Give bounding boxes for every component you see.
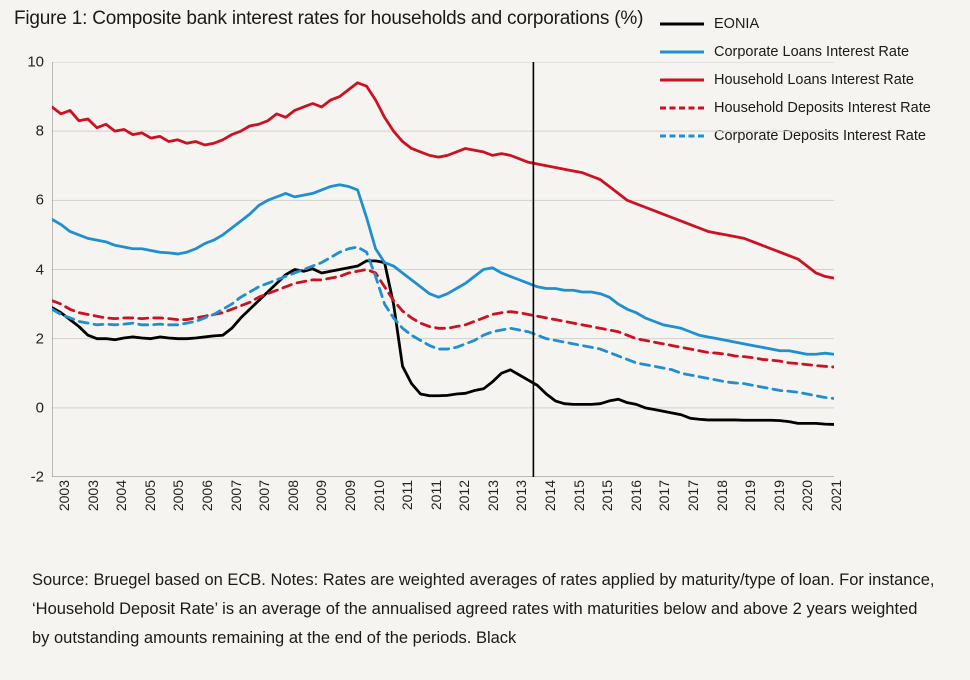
x-axis-ticks: [52, 480, 844, 540]
x-tick-label: 2005: [141, 480, 158, 512]
x-tick-label: 2005: [170, 480, 187, 512]
x-tick-label: 2013: [513, 480, 530, 512]
x-tick-label: 2019: [770, 480, 787, 512]
series-line: [52, 261, 834, 425]
legend-item: [660, 10, 970, 38]
x-tick-label: 2010: [370, 480, 387, 512]
x-tick-label: 2017: [656, 480, 673, 512]
x-tick-label: 2019: [742, 480, 759, 512]
x-tick-label: 2011: [427, 480, 444, 511]
legend-swatch-icon: [660, 17, 704, 31]
y-tick-label: 8: [35, 122, 44, 140]
figure-title: Figure 1: Composite bank interest rates for households and corporations (%): [14, 8, 644, 29]
x-tick-label: 2007: [256, 480, 273, 512]
x-tick-label: 2003: [84, 480, 101, 512]
series-line: [52, 83, 834, 278]
series-line: [52, 270, 834, 368]
x-tick-label: 2006: [198, 480, 215, 512]
x-tick-label: 2017: [685, 480, 702, 512]
legend-swatch-icon: [660, 45, 704, 59]
x-tick-label: 2011: [399, 480, 416, 511]
x-tick-label: 2014: [542, 480, 559, 512]
legend-label: EONIA: [714, 16, 760, 32]
y-tick-label: 0: [35, 399, 44, 417]
x-tick-label: 2015: [570, 480, 587, 512]
x-tick-label: 2008: [284, 480, 301, 512]
x-tick-label: 2004: [113, 480, 130, 512]
plot-area: [27, 53, 834, 486]
x-tick-label: 2020: [799, 480, 816, 512]
x-tick-label: 2009: [341, 480, 358, 512]
y-tick-label: 10: [27, 53, 44, 71]
x-tick-label: 2015: [599, 480, 616, 512]
chart-svg: [52, 62, 834, 477]
x-tick-label: 2003: [56, 480, 72, 512]
source-note: Source: Bruegel based on ECB. Notes: Rates are weighted averages of rates applied by maturity/type of loan. For instance, ‘Household Deposit Rate’ is an average of the annualised agreed rates with maturities below and above 2 years weighted by outstanding amounts remaining at the end of the periods. Black: [32, 571, 935, 647]
x-tick-label: 2018: [713, 480, 730, 512]
x-tick-label: 2009: [313, 480, 330, 512]
y-tick-label: -2: [30, 468, 44, 486]
x-tick-label: 2013: [484, 480, 501, 512]
x-tick-label: 2007: [227, 480, 244, 512]
y-tick-label: 2: [35, 330, 44, 348]
legend-label: Corporate Deposits Interest Rate: [714, 128, 926, 144]
x-tick-label: 2016: [627, 480, 644, 512]
y-tick-label: 4: [35, 261, 44, 278]
x-tick-label: 2012: [456, 480, 473, 512]
legend-label: Household Loans Interest Rate: [714, 72, 914, 88]
y-tick-label: 6: [35, 191, 44, 209]
x-tick-label: 2021: [828, 480, 844, 512]
legend-label: Household Deposits Interest Rate: [714, 100, 931, 116]
legend-label: Corporate Loans Interest Rate: [714, 44, 910, 60]
